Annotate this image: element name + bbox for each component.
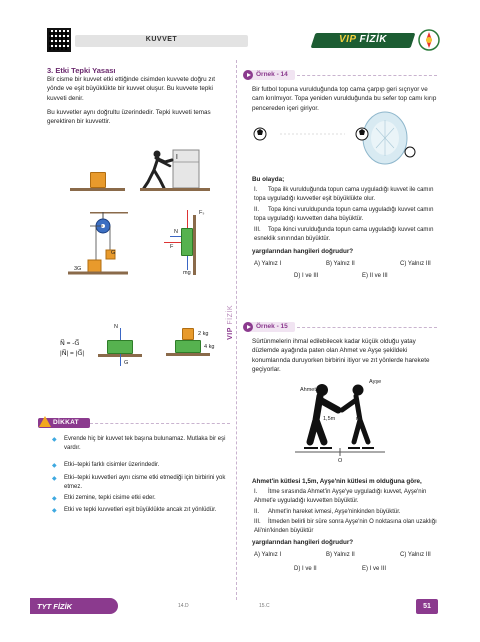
green-block-2 [107, 340, 133, 354]
example-15-text: Sürtünmelerin ihmal edilebilecek kadar küçük olduğu yatay düzlemde ayağında paten olan Ahmet ve Ayşe şekildeki konumlarında duruyorken birbirini itiyor ve zıt yönlerde harekete geçiyorlar. [252, 338, 430, 374]
floor-6 [166, 353, 210, 356]
dikkat-item-4: Etki zemine, tepki cisime etki eder. [64, 495, 156, 501]
example-14-option-d[interactable]: D) I ve III [294, 273, 319, 279]
example-15-label: Örnek - 15 [256, 323, 288, 330]
label-fs: Fₛ [199, 210, 205, 216]
dikkat-item-1: Evrende hiç bir kuvvet tek başına bulunamaz. Mutlaka bir eşi vardır. [64, 436, 226, 451]
example-14-statement-3 [254, 226, 437, 245]
floor-2 [140, 188, 210, 191]
bullet-icon: ◆ [52, 437, 57, 443]
stmt-text: Ahmet'in hareket ivmesi, Ayşe'ninkinden büyüktür. [268, 509, 401, 515]
crate-2kg [182, 328, 194, 340]
example-15-option-e[interactable]: E) I ve III [362, 566, 387, 572]
example-15-statement-3 [254, 518, 437, 537]
example-14-rule [297, 75, 437, 76]
wall [193, 215, 196, 275]
label-ayse: Ayşe [369, 379, 382, 385]
side-label [227, 305, 234, 340]
label-g-small: G [111, 250, 116, 256]
intro-paragraph: Bir cisme bir kuvvet etki ettiğinde cisimden kuvvete doğru zıt yönde ve eşit büyüklükte bir kuvvet oluşur. Bu kuvvete tepki kuvveti denir. [47, 76, 215, 102]
side-label-vip: VIP [227, 327, 234, 340]
label-mg: mg [183, 270, 191, 276]
label-4kg: 4 kg [204, 344, 215, 350]
example-14-label: Örnek - 14 [256, 71, 288, 78]
label-g2: G [124, 360, 129, 366]
arrow-g2 [120, 354, 121, 366]
arrow-fs [187, 210, 188, 228]
stmt-text: Topa ikinci vurulduğunda topun cama uyguladığı kuvvet camın esneklik sınırından büyüktür. [254, 227, 434, 243]
label-ahmet: Ahmet [300, 387, 316, 393]
example-15-option-d[interactable]: D) I ve II [294, 566, 317, 572]
answer-code-15: 15.C [259, 603, 270, 609]
label-2kg: 2 kg [198, 331, 209, 337]
formula-2: |N⃗| = |G⃗| [60, 350, 85, 357]
example-14-statement-2 [254, 206, 437, 225]
stmt-text: İtmeden belirli bir süre sonra Ayşe'nin O noktasına olan uzaklığı Ali'nin'kinden büyüktür [254, 519, 437, 535]
dikkat-label: DİKKAT [53, 419, 79, 426]
column-divider [236, 60, 237, 600]
example-14-question: yargılarından hangileri doğrudur? [252, 248, 354, 255]
green-block [181, 228, 193, 256]
example-14-option-a[interactable]: A) Yalnız I [254, 261, 282, 267]
label-mass-ayse: m [356, 416, 361, 422]
play-icon [243, 322, 253, 332]
arrow-n2 [120, 328, 121, 340]
stmt-number: I. [254, 489, 258, 495]
example-15-question: yargılarından hangileri doğrudur? [252, 539, 354, 546]
arrow-mg [187, 256, 188, 270]
example-14-option-b[interactable]: B) Yalnız II [326, 261, 355, 267]
example-14-option-c[interactable]: C) Yalnız III [400, 261, 431, 267]
label-mass-ahmet: 1,5m [323, 416, 336, 422]
example-14-lead: Bu olayda; [252, 176, 285, 183]
shelf-1 [70, 188, 125, 191]
stmt-text: Topa ikinci vuruldupunda topun cama uyguladığı kuvvet camın topa uyguladığı kuvvetten daha büyüktür. [254, 207, 434, 223]
answer-code-14: 14.D [178, 603, 189, 609]
stmt-text: İtme sırasında Ahmet'in Ayşe'ye uyguladığı kuvvet, Ayşe'nin Ahmet'e uyguladığı kuvvetten büyüktür. [254, 489, 427, 505]
label-n2: N [114, 324, 118, 330]
label-point-o: O [338, 458, 343, 464]
brand-title [318, 34, 408, 45]
stmt-number: III. [254, 519, 261, 525]
arrow-n [170, 236, 181, 237]
man-pushing-fridge-icon [140, 148, 210, 188]
example-15-rule [297, 327, 437, 328]
example-14-statement-1 [254, 186, 437, 205]
example-14-text: Bir futbol topuna vurulduğunda top cama çarpıp geri sıçrıyor ve cam kırılmıyor. Topa yeniden vurulduğunda bu sefer top camı kırıp pencereden içeri giriyor. [252, 86, 437, 112]
example-15-option-c[interactable]: C) Yalnız III [400, 552, 431, 558]
dikkat-item-2: Etki–tepki farklı cisimler üzerindedir. [64, 462, 160, 468]
chapter-title: KUVVET [145, 36, 178, 43]
crate-4kg [175, 340, 201, 353]
example-15-statement-2 [254, 508, 437, 517]
example-15-option-b[interactable]: B) Yalnız II [326, 552, 355, 558]
label-3g: 3G [74, 266, 82, 272]
stmt-text: Topa ilk vurulduğunda topun cama uyguladığı kuvvet ile camın topa uyguladığı kuvvetler eşit büyüklükte olur. [254, 187, 434, 203]
page-number: 51 [416, 599, 438, 614]
bullet-icon: ◆ [52, 463, 57, 469]
bullet-icon: ◆ [52, 476, 57, 482]
ball-window-icon [250, 110, 430, 170]
dikkat-item-5: Etki ve tepki kuvvetleri eşit büyüklükte ancak zıt yönlüdür. [64, 507, 217, 513]
stmt-number: I. [254, 187, 258, 193]
arrow-f [164, 242, 181, 243]
contact-paragraph: Bu kuvvetler aynı doğrultu üzerindedir. Tepki kuvveti temas gerektiren bir kuvvettir. [47, 109, 211, 126]
formula-1: N⃗ = -G⃗ [60, 340, 80, 347]
dikkat-rule [90, 423, 230, 424]
example-14-option-e[interactable]: E) II ve III [362, 273, 388, 279]
dikkat-item-3: Etki–tepki kuvvetleri aynı cisme etki etmediği için birbirini yok etmez. [64, 475, 226, 490]
bullet-icon: ◆ [52, 508, 57, 514]
label-n: N [174, 229, 178, 235]
example-15-lead: Ahmet'in kütlesi 1,5m, Ayşe'nin kütlesi m olduğuna göre, [252, 478, 422, 485]
stmt-number: II. [254, 207, 260, 213]
stmt-number: III. [254, 227, 261, 233]
stmt-number: II. [254, 509, 260, 515]
warning-icon [39, 416, 51, 427]
crate-1 [90, 172, 106, 188]
example-15-option-a[interactable]: A) Yalnız I [254, 552, 282, 558]
brand-subject: FİZİK [359, 34, 388, 45]
publisher-logo-icon [418, 28, 440, 52]
example-15-statement-1 [254, 488, 437, 507]
footer-subject: TYT FİZİK [37, 602, 72, 611]
side-label-subject: FİZİK [227, 305, 234, 325]
qr-code-icon[interactable] [47, 28, 71, 52]
brand-vip: VIP [338, 34, 357, 45]
play-icon [243, 70, 253, 80]
bullet-icon: ◆ [52, 496, 57, 502]
label-f: F [170, 244, 174, 250]
section-title: 3. Etki Tepki Yasası [47, 66, 116, 75]
